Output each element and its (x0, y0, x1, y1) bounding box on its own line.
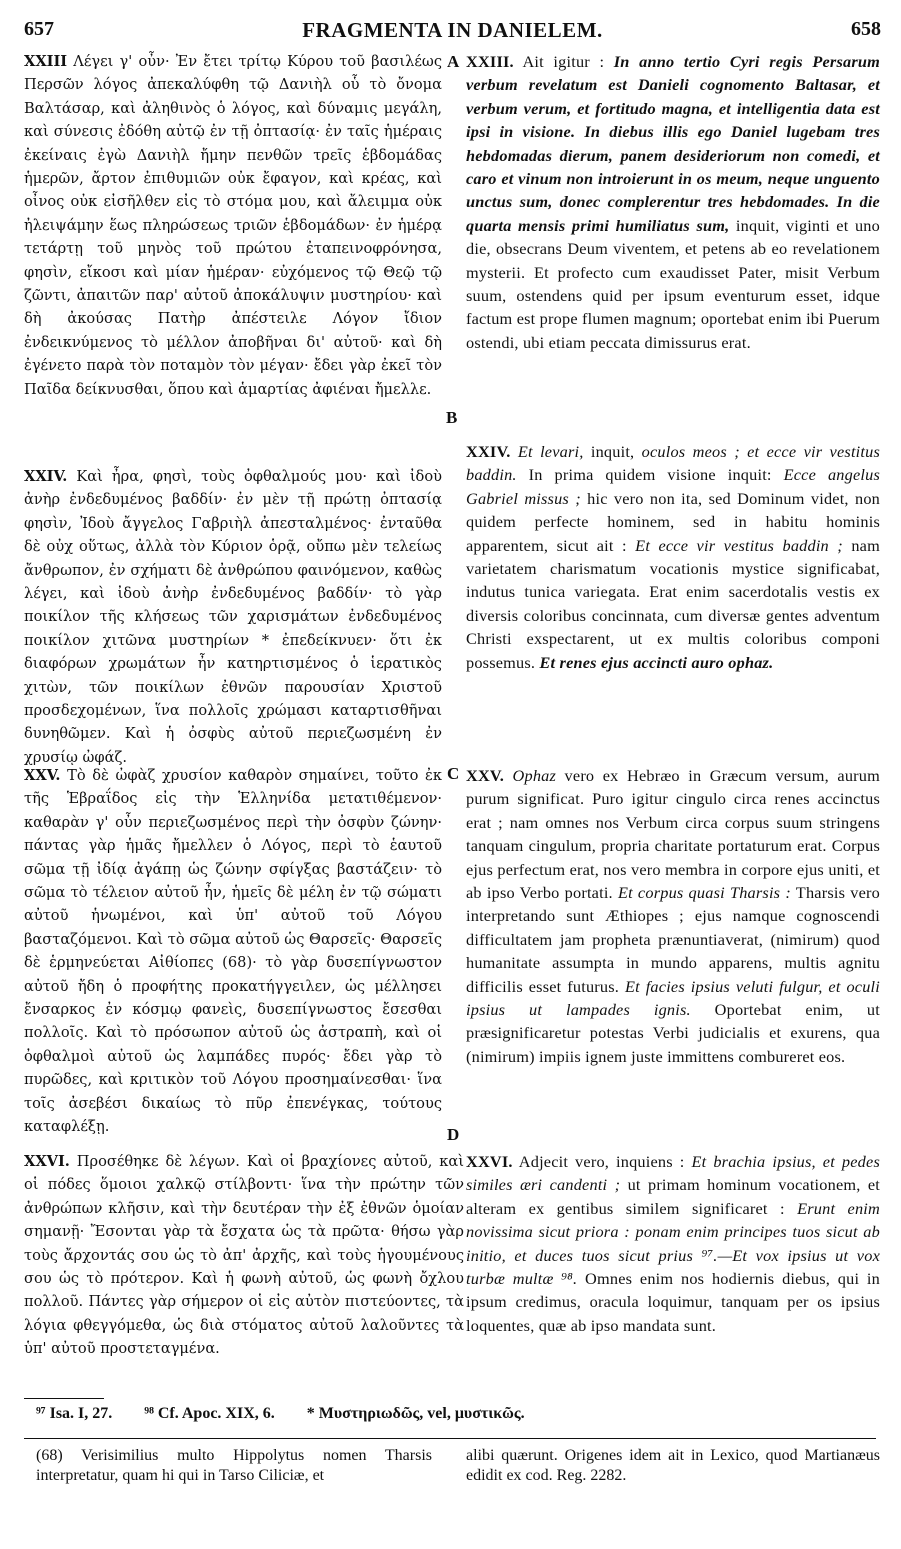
latin-section-23 (466, 50, 880, 354)
section-number: XXIV. (24, 468, 68, 485)
section-number: XXIII (24, 53, 68, 70)
latin-text: Omnes enim nos hodiernis diebus, qui in ipsum credimus, oracula loquimur, tanquam per os ipsius loquentes, quæ ab ipso mandata sunt. (466, 1269, 880, 1335)
section-number: XXVI. (466, 1152, 513, 1171)
latin-quote: Et brachia ipsius, et pedes similes æri candenti ; (466, 1152, 880, 1195)
page-number-left: 657 (24, 18, 54, 40)
latin-text: hic vero non ita, sed Dominum videt, non quidem perfecte hominem, sed in habitu hominis apparentem, sicut ait : (466, 488, 880, 555)
greek-text: Προσέθηκε δὲ λέγων. Καὶ οἱ βραχίονες αὐτοῦ, καὶ οἱ πόδες ὅμοιοι χαλκῷ στίλβοντι· ἵνα τὴν πρώτην τῶν ἀνθρώπων κλῆσιν, καὶ τὴν δευτέραν τὴν ἐξ ἐθνῶν ὁμοίαν σημανῇ· Ἔσονται γὰρ τὰ ἔσχατα ὡς τὰ πρῶτα· θήσω γὰρ τοὺς ἄρχοντάς σου ὡς τὸ ἀπ' ἀρχῆς, καὶ τοὺς ἡγουμένους σου ὡς τὸ πρότερον. Καὶ ἡ φωνὴ αὐτοῦ, ὡς φωνὴ ὄχλου πολλοῦ. Πάντες γὰρ σήμερον οἱ εἰς αὐτὸν πιστεύοντες, τὰ λόγια φθεγγόμεθα, ὡς διὰ στόματος αὐτοῦ λαλοῦντες τὰ ὑπ' αὐτοῦ προστεταγμένα. (24, 1153, 464, 1358)
greek-section-24 (24, 465, 442, 769)
latin-text: nam varietatem charismatum vocationis mystice significabat, indutus tunica variegata. Erat enim sacerdotalis vestis ex diversis coloribus concinnata, cum diversæ gentes adventum Christi exspectarent, ut ex multis coloribus componi possemus. (466, 535, 880, 672)
greek-text: Καὶ ἦρα, φησὶ, τοὺς ὀφθαλμούς μου· καὶ ἰδοὺ ἀνὴρ ἐνδεδυμένος βαδδίν· ἐν μὲν τῇ πρώτῃ ὀπτασίᾳ φησὶν, Ἰδοὺ ἄγγελος Γαβριὴλ ἀπεσταλμένος· ἐνταῦθα δὲ οὐχ οὕτως, ἀλλὰ τὸν Κύριον ὁρᾷ, οὔπω μὲν τελείως ἄνθρωπον, ἐν σχήματι δὲ ἀνθρώπου φαινόμενον, καθὼς λέγει, καὶ ἰδοὺ ἀνὴρ ἐνδεδυμένος βαδδίν· τὸ γὰρ ποικίλον τῆς κλήσεως τῶν χαρισμάτων ἐνδεδυμένος ποικίλον χιτῶνα μυστηρίων * ἐπεδείκνυεν· ὅτι ἐκ διαφόρων χρωμάτων ἦν κατηρτισμένος ὁ ἱερατικὸς χιτὼν, τῶν ποικίλων ἐθνῶν παρουσίαν Χριστοῦ προσδεχομένων, ἵνα πολλοῖς χρώμασι καταρτισθῆναι δυνηθῶμεν. Καὶ ἡ ὀσφὺς αὐτοῦ περιεζωσμένη ἐν χρυσίῳ ὠφάζ. (24, 468, 442, 766)
greek-section-26 (24, 1150, 464, 1361)
latin-text: vero ex Hebræo in Græcum versum, aurum purum significat. Puro igitur cingulo circa renes accinctus erat ; nam omnes nos Verbum circa corpus suum stringens tanquam cingulum, propria charitate portaturum erat. Corpus ejus perfectum erat, nos vero membra in corpore ejus uniti, et ab ipso Verbo portati. (466, 766, 880, 903)
latin-text: ut primam hominum vocationem, et alteram ex gentibus similem significaret : (466, 1175, 880, 1218)
margin-marker-d: D (447, 1125, 460, 1144)
footnote-star: * Μυστηριωδῶς, vel, μυστικῶς. (306, 1405, 525, 1422)
footnotes (36, 1405, 876, 1423)
latin-text: Oportebat enim, ut præsignificaretur potestas Verbi judicialis et exurens, qua (nimirum) impiis ignem juste immittens combureret eos. (466, 1000, 880, 1066)
latin-quote: Et levari, (517, 442, 584, 461)
footnote-97: ⁹⁷ Isa. I, 27. (36, 1405, 113, 1422)
latin-quote: Ophaz (512, 766, 557, 785)
section-number: XXV. (24, 767, 61, 784)
greek-section-23 (24, 50, 442, 401)
greek-text: Λέγει γ' οὖν· Ἐν ἔτει τρίτῳ Κύρου τοῦ βασιλέως Περσῶν λόγος ἀπεκαλύφθη τῷ Δανιὴλ οὗ τὸ ὄνομα Βαλτάσαρ, καὶ ἀληθινὸς ὁ λόγος, καὶ δύναμις μεγάλη, καὶ σύνεσις ἐδόθη αὐτῷ ἐν τῇ ὀπτασίᾳ· ἐν ταῖς ἡμέραις ἐκείναις ἐγὼ Δανιὴλ ἤμην πενθῶν τρεῖς ἑβδομάδας ἡμερῶν, ἄρτον ἐπιθυμιῶν οὐκ ἔφαγον, καὶ κρέας, καὶ οἶνος οὐκ εἰσῆλθεν εἰς τὸ στόμα μου, καὶ ἄλειμμα οὐκ ἠλειψάμην ἕως πληρώσεως τριῶν ἑβδομάδων· ἐν ἡμέρᾳ τετάρτῃ τοῦ μηνὸς τοῦ πρώτου ἐταπεινοφρόνησα, φησὶν, εἴκοσι καὶ μίαν ἡμέραν· εὐχόμενος τῷ Θεῷ τῷ ζῶντι, ἀπαιτῶν παρ' αὐτοῦ ἀποκάλυψιν μυστηρίου· καὶ δὴ ἀκούσας Πατὴρ ἀπέστειλε Λόγον ἴδιον ἐνδεικνύμενος τὸ μέλλον ἀποβῆναι δι' αὐτοῦ· καὶ δὴ ἐγένετο παρὰ τὸν ποταμὸν τὸν μέγαν· ἔδει γὰρ ἐκεῖ τὸν Παῖδα δείκνυσθαι, ὅπου καὶ ἁμαρτίας ἀφιέναι ἤμελλε. (24, 53, 442, 398)
editor-note-right: alibi quærunt. Origenes idem ait in Lexico, quod Martianæus edidit ex cod. Reg. 2282. (466, 1447, 880, 1484)
greek-section-25 (24, 764, 442, 1139)
latin-quote: oculos meos ; et ecce vir vestitus baddin. (466, 442, 880, 485)
footnote-98: ⁹⁸ Cf. Apoc. XIX, 6. (144, 1405, 275, 1422)
section-number: XXVI. (24, 1153, 70, 1170)
margin-marker-b: B (446, 408, 458, 427)
latin-quote: In anno tertio Cyri regis Persarum verbum revelatum est Danieli cognomento Baltasar, et verbum verum, et fortitudo magna, et intelligentia data est ipsi in visione. In diebus illis ego Daniel lugebam tres hebdomadas dierum, panem desideriorum non comedi, et caro et vinum non introierunt in os meum, neque unguento unctus sum, donec complerentur tres hebdomades. In die quarta mensis primi humiliatus sum, (466, 52, 880, 235)
latin-quote: Et renes ejus accincti auro ophaz. (539, 652, 774, 672)
editor-note-left: (68) Verisimilius multo Hippolytus nomen Tharsis interpretatur, quam hi qui in Tarso Ciliciæ, et (36, 1447, 432, 1484)
running-title: FRAGMENTA IN DANIELEM. (302, 18, 603, 42)
editor-note-divider (24, 1438, 876, 1439)
page-header (24, 18, 881, 44)
latin-section-24 (466, 440, 880, 674)
latin-quote: Et corpus quasi Tharsis : (617, 883, 791, 903)
latin-section-25 (466, 764, 880, 1068)
latin-quote: Ecce angelus Gabriel missus ; (466, 465, 881, 508)
page-number-right: 658 (851, 18, 881, 40)
section-number: XXV. (466, 766, 505, 785)
margin-marker-a: A (447, 52, 460, 71)
latin-text: inquit, viginti et uno die, obsecrans Deum viventem, et petens ab eo revelationem mysterii. Et profecto cum exaudisset Pater, misit Verbum suum, ostendens quid per ipsum eventurum esset, idque factum est prope flumen magnum; oportebat enim ibi Puerum ostendi, ubi etiam peccata dimissurus erat. (466, 215, 880, 352)
latin-text: In prima quidem visione inquit: (528, 465, 772, 485)
latin-text: Tharsis vero interpretando sunt Æthiopes ; ejus namque cognoscendi difficultatem jam propheta prænuntiaverat, (nimirum) quod humanitate assumpta in mundo apparens, multis agnitu difficilis esset futurus. (466, 883, 880, 996)
margin-marker-c: C (447, 764, 460, 783)
footnote-divider (24, 1398, 104, 1399)
latin-section-26 (466, 1150, 880, 1337)
latin-text: Adjecit vero, inquiens : (518, 1152, 685, 1171)
section-number: XXIV. (466, 442, 511, 461)
greek-text: Τὸ δὲ ὠφὰζ χρυσίον καθαρὸν σημαίνει, τοῦτο ἐκ τῆς Ἑβραΐδος εἰς τὴν Ἑλληνίδα μετατιθέμενον· καθαρὰν γ' οὖν περιεζωσμένος περὶ τὴν ὀσφὺν ζώνην· πάντας γὰρ ἡμᾶς ἤμελλεν ὁ Λόγος, περὶ τὸ ἑαυτοῦ σῶμα τῇ ἰδίᾳ ἀγάπῃ ὡς ζώνην σφίγξας βαστάζειν· τὸ σῶμα τὸ τέλειον αὐτοῦ ἦν, ἡμεῖς δὲ μέλη ἐν τῷ σώματι αὐτοῦ ἡνωμένοι, καὶ ὑπ' αὐτοῦ τοῦ Λόγου βασταζόμενοι. Καὶ τὸ σῶμα αὐτοῦ ὡς Θαρσεῖς· Θαρσεῖς δὲ ἑρμηνεύεται Αἰθίοπες (68)· τὸ γὰρ δυσεπίγνωστον αὐτοῦ ἤδη ὁ προφήτης προκατήγγειλεν, ὡς μέλλησει ἔνσαρκος ἐν κόσμῳ φανεὶς, δυσεπίγνωστος ἔσεσθαι πολλοῖς. Καὶ τὸ πρόσωπον αὐτοῦ ὡς ἀστραπὴ, καὶ οἱ ὀφθαλμοὶ αὐτοῦ ὡς λαμπάδες πυρός· ἔδει γὰρ τὸ πυρῶδες, καὶ κριτικὸν τοῦ Λόγου προσημαίνεσθαι· ἵνα τοῖς ἀσεβέσι δικαίως τὸ πῦρ ἐπενέγκας, τούτους καταφλέξῃ. (24, 767, 443, 1136)
latin-quote: Et facies ipsius veluti fulgur, et oculi ipsius ut lampades ignis. (466, 976, 881, 1020)
latin-quote: Et ecce vir vestitus baddin ; (635, 535, 843, 555)
latin-text: Ait igitur : (522, 52, 605, 71)
latin-quote: Erunt enim novissima sicut priora : ponam enim principes tuos sicut ab initio, et duces tuos sicut prius ⁹⁷.—Et vox ipsius ut vox turbæ multæ ⁹⁸. (466, 1198, 880, 1289)
section-number: XXIII. (466, 52, 514, 71)
latin-text: inquit, (590, 442, 635, 461)
